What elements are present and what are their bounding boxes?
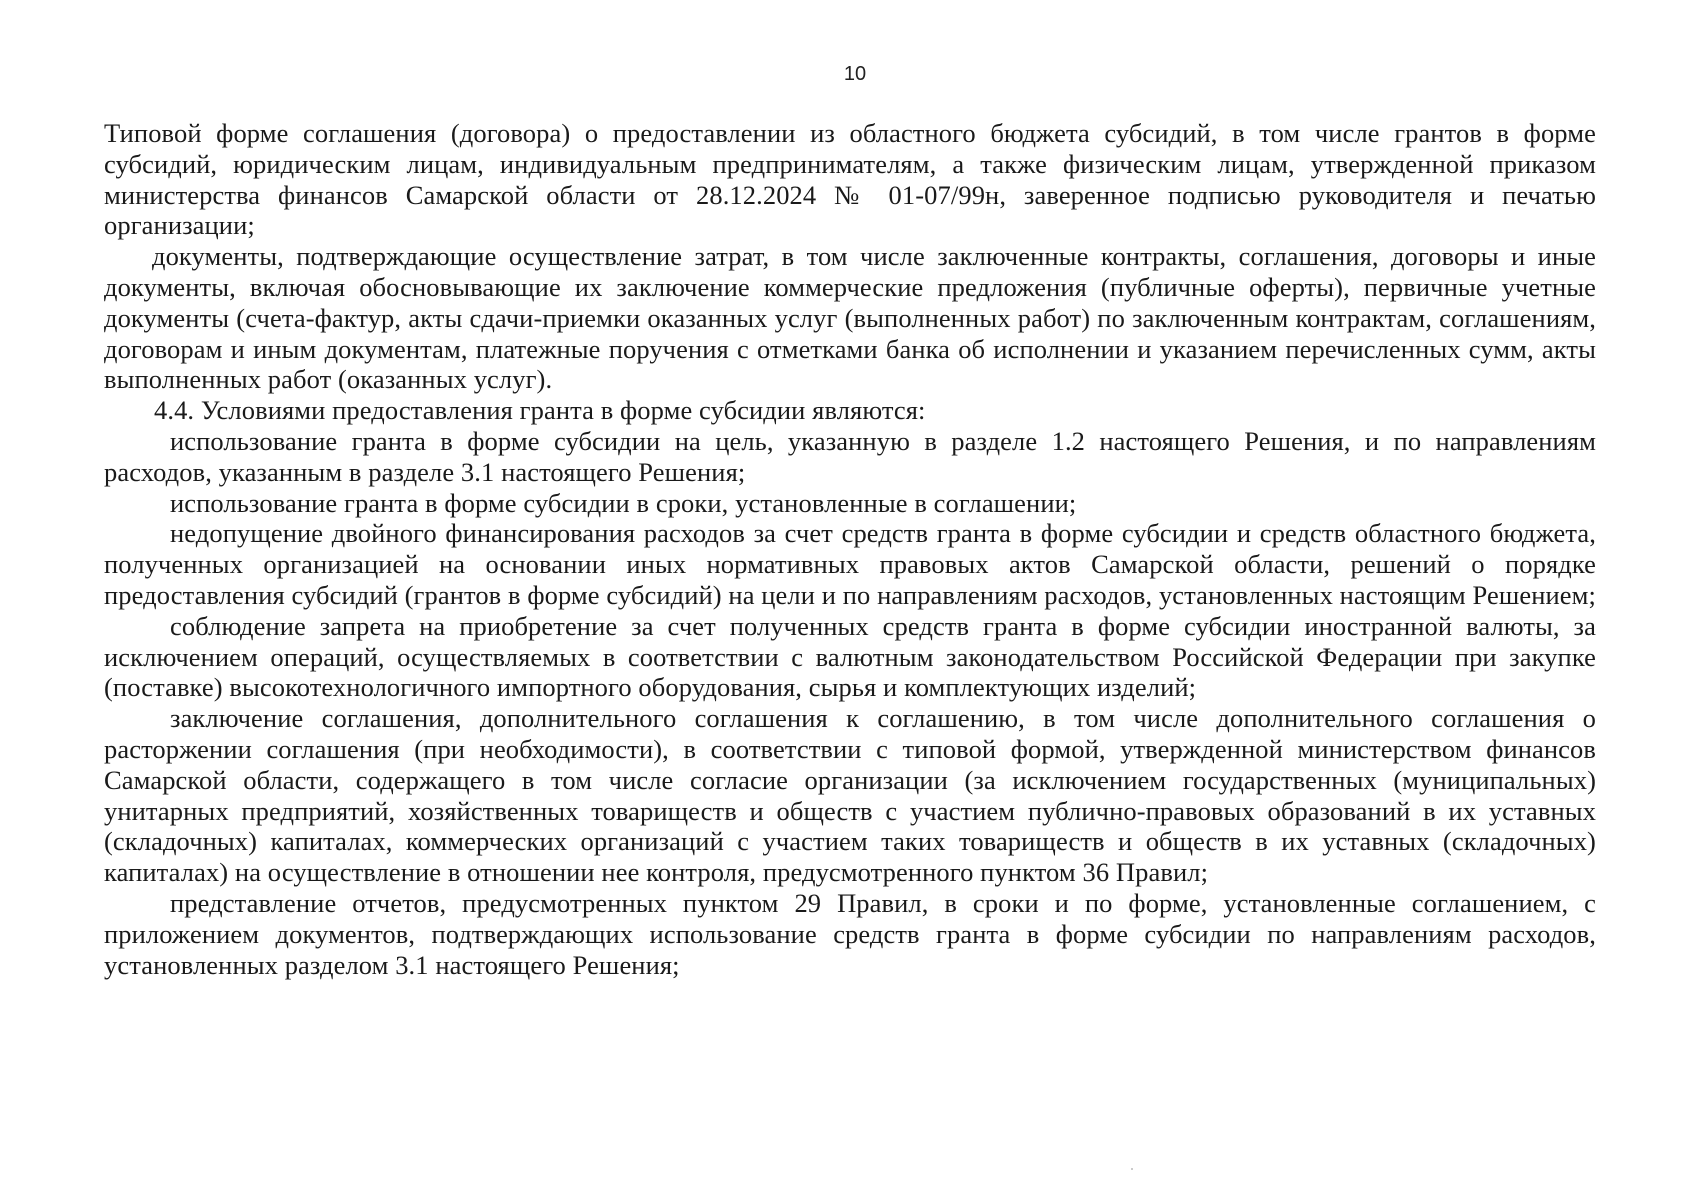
paragraph-condition-currency-ban: соблюдение запрета на приобретение за счет полученных средств гранта в форме субсидии иностранной валюты, за исключением операций, осуществляемых в соответствии с валютным законодательством Российской Федерации при закупке (поставке) высокотехнологичного импортного оборудования, сырья и комплектующих изделий; [104, 610, 1596, 703]
paragraph-condition-deadlines: использование гранта в форме субсидии в сроки, установленные в соглашении; [170, 487, 1077, 518]
paragraph-condition-agreement: заключение соглашения, дополнительного соглашения к соглашению, в том числе дополнительного соглашения о расторжении соглашения (при необходимости), в соответствии с типовой формой, утвержденной министерством финансов Самарской области, содержащего в том числе согласие организации (за исключением государственных (муниципальных) унитарных предприятий, хозяйственных товариществ и обществ с участием публично-правовых образований в их уставных (складочных) капиталах, коммерческих организаций с участием таких товариществ и обществ в их уставных (складочных) капиталах) на осуществление в отношении нее контроля, предусмотренного пунктом 36 Правил; [104, 703, 1596, 888]
paragraph-condition-purpose: использование гранта в форме субсидии на цель, указанную в разделе 1.2 настоящего Решения, и по направлениям расходов, указанным в разделе 3.1 настоящего Решения; [104, 425, 1596, 487]
paragraph-condition-reports: представление отчетов, предусмотренных пунктом 29 Правил, в сроки и по форме, установленные соглашением, с приложением документов, подтверждающих использование средств гранта в форме субсидии по направлениям расходов, установленных разделом 3.1 настоящего Решения; [104, 887, 1596, 980]
section-4-4-heading: 4.4. Условиями предоставления гранта в форме субсидии являются: [154, 395, 926, 426]
paragraph-condition-double-financing: недопущение двойного финансирования расходов за счет средств гранта в форме субсидии и средств областного бюджета, полученных организацией на основании иных нормативных правовых актов Самарской области, решений о порядке предоставления субсидий (грантов в форме субсидий) на цели и по направлениям расходов, установленных настоящим Решением; [104, 518, 1596, 610]
document-body [104, 118, 1596, 980]
page-number: 10 [843, 63, 867, 85]
paragraph-cost-documents: документы, подтверждающие осуществление затрат, в том числе заключенные контракты, соглашения, договоры и иные документы, включая обосновывающие их заключение коммерческие предложения (публичные оферты), первичные учетные документы (счета-фактур, акты сдачи-приемки оказанных услуг (выполненных работ) по заключенным контрактам, соглашениям, договорам и иным документам, платежные поручения с отметками банка об исполнении и указанием перечисленных сумм, акты выполненных работ (оказанных услуг). [104, 241, 1596, 395]
scan-speck [1131, 1168, 1133, 1170]
paragraph-typical-form: Типовой форме соглашения (договора) о предоставлении из областного бюджета субсидий, в том числе грантов в форме субсидий, юридическим лицам, индивидуальным предпринимателям, а также физическим лицам, утвержденной приказом министерства финансов Самарской области от 28.12.2024 № 01-07/99н, заверенное подписью руководителя и печатью организации; [104, 118, 1596, 241]
